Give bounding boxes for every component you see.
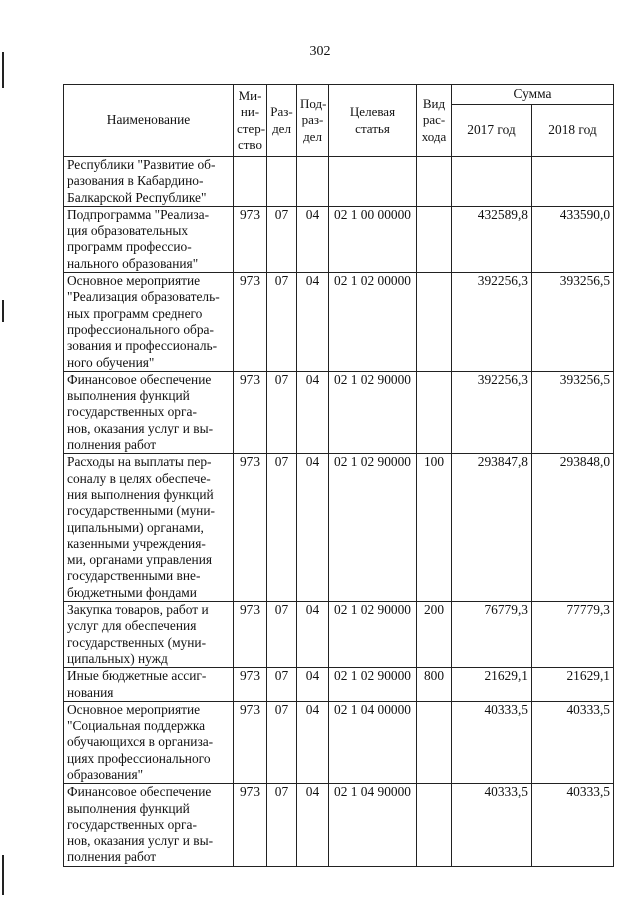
table-cell-sum-2018: 40333,5 <box>532 784 614 866</box>
table-cell-sum-2017 <box>452 157 532 207</box>
table-cell-sum-2017: 392256,3 <box>452 371 532 453</box>
page-number: 302 <box>309 44 331 59</box>
table-cell-name: Финансовое обеспечение выполнения функций государственных орга- нов, оказания услуг и вы- полнения работ <box>64 784 234 866</box>
budget-table <box>63 84 614 867</box>
table-cell-expense-type: 800 <box>417 668 452 702</box>
table-cell-subsection: 04 <box>297 602 329 668</box>
table-row <box>64 157 614 207</box>
table-cell-sum-2018: 77779,3 <box>532 602 614 668</box>
table-cell-ministry: 973 <box>234 701 267 783</box>
table-cell-section: 07 <box>267 206 297 272</box>
table-cell-ministry: 973 <box>234 371 267 453</box>
table-cell-name: Основное мероприятие "Социальная поддержка обучающихся в организа- циях профессионального образования" <box>64 701 234 783</box>
table-cell-section: 07 <box>267 602 297 668</box>
header-subsection: Под- раз- дел <box>297 85 329 157</box>
table-cell-expense-type <box>417 784 452 866</box>
table-row <box>64 668 614 702</box>
table-cell-target-article: 02 1 02 90000 <box>329 371 417 453</box>
table-cell-subsection: 04 <box>297 273 329 372</box>
table-cell-sum-2018: 21629,1 <box>532 668 614 702</box>
table-cell-section: 07 <box>267 701 297 783</box>
table-cell-target-article: 02 1 04 90000 <box>329 784 417 866</box>
table-cell-sum-2018: 393256,5 <box>532 371 614 453</box>
table-cell-target-article <box>329 157 417 207</box>
table-cell-name: Основное мероприятие "Реализация образователь- ных программ среднего профессионального обра- зования и профессиональ- ного обучения" <box>64 273 234 372</box>
table-cell-sum-2018: 393256,5 <box>532 273 614 372</box>
table-cell-subsection: 04 <box>297 371 329 453</box>
header-section: Раз- дел <box>267 85 297 157</box>
table-cell-section: 07 <box>267 371 297 453</box>
table-cell-sum-2017: 293847,8 <box>452 454 532 602</box>
table-cell-name: Иные бюджетные ассиг- нования <box>64 668 234 702</box>
table-cell-name: Расходы на выплаты пер- соналу в целях обеспече- ния выполнения функций государственными (муни- ципальными) органами, казенными учреждения- ми, органами управления государственными вне- бюджетными фондами <box>64 454 234 602</box>
table-cell-ministry: 973 <box>234 602 267 668</box>
header-sum: Сумма <box>452 85 614 105</box>
table-row <box>64 784 614 866</box>
table-cell-sum-2018 <box>532 157 614 207</box>
table-cell-ministry: 973 <box>234 273 267 372</box>
table-cell-name: Закупка товаров, работ и услуг для обеспечения государственных (муни- ципальных) нужд <box>64 602 234 668</box>
table-cell-name: Республики "Развитие об- разования в Кабардино- Балкарской Республике" <box>64 157 234 207</box>
table-cell-section <box>267 157 297 207</box>
table-cell-sum-2017: 40333,5 <box>452 701 532 783</box>
table-cell-target-article: 02 1 02 90000 <box>329 454 417 602</box>
table-cell-sum-2017: 392256,3 <box>452 273 532 372</box>
table-cell-expense-type <box>417 206 452 272</box>
table-row <box>64 371 614 453</box>
table-cell-subsection <box>297 157 329 207</box>
table-cell-expense-type: 100 <box>417 454 452 602</box>
table-cell-expense-type: 200 <box>417 602 452 668</box>
table-cell-ministry: 973 <box>234 206 267 272</box>
table-row <box>64 206 614 272</box>
header-year-2017: 2017 год <box>452 105 532 157</box>
table-cell-target-article: 02 1 04 00000 <box>329 701 417 783</box>
table-cell-sum-2018: 433590,0 <box>532 206 614 272</box>
header-name: Наименование <box>64 85 234 157</box>
header-ministry: Ми- ни- стер- ство <box>234 85 267 157</box>
table-cell-subsection: 04 <box>297 701 329 783</box>
margin-mark <box>2 855 4 895</box>
table-cell-subsection: 04 <box>297 668 329 702</box>
table-cell-ministry: 973 <box>234 454 267 602</box>
table-cell-ministry <box>234 157 267 207</box>
table-cell-target-article: 02 1 02 00000 <box>329 273 417 372</box>
table-row <box>64 602 614 668</box>
table-cell-section: 07 <box>267 668 297 702</box>
table-cell-section: 07 <box>267 784 297 866</box>
table-row <box>64 454 614 602</box>
header-year-2018: 2018 год <box>532 105 614 157</box>
header-expense-type: Вид рас- хода <box>417 85 452 157</box>
table-cell-expense-type <box>417 157 452 207</box>
table-cell-sum-2018: 40333,5 <box>532 701 614 783</box>
table-cell-target-article: 02 1 02 90000 <box>329 668 417 702</box>
table-cell-expense-type <box>417 273 452 372</box>
table-cell-target-article: 02 1 02 90000 <box>329 602 417 668</box>
table-cell-target-article: 02 1 00 00000 <box>329 206 417 272</box>
table-cell-ministry: 973 <box>234 668 267 702</box>
header-target-article: Целевая статья <box>329 85 417 157</box>
table-cell-sum-2017: 76779,3 <box>452 602 532 668</box>
table-cell-expense-type <box>417 371 452 453</box>
table-cell-subsection: 04 <box>297 454 329 602</box>
table-cell-subsection: 04 <box>297 784 329 866</box>
table-cell-name: Финансовое обеспечение выполнения функций государственных орга- нов, оказания услуг и вы- полнения работ <box>64 371 234 453</box>
margin-mark <box>2 300 4 322</box>
table-cell-expense-type <box>417 701 452 783</box>
table-cell-ministry: 973 <box>234 784 267 866</box>
table-cell-sum-2017: 21629,1 <box>452 668 532 702</box>
table-row <box>64 701 614 783</box>
table-cell-sum-2017: 40333,5 <box>452 784 532 866</box>
table-cell-section: 07 <box>267 273 297 372</box>
table-row <box>64 273 614 372</box>
table-cell-sum-2017: 432589,8 <box>452 206 532 272</box>
table-cell-section: 07 <box>267 454 297 602</box>
table-cell-subsection: 04 <box>297 206 329 272</box>
table-cell-sum-2018: 293848,0 <box>532 454 614 602</box>
table-cell-name: Подпрограмма "Реализа- ция образовательных программ профессио- нального образования" <box>64 206 234 272</box>
